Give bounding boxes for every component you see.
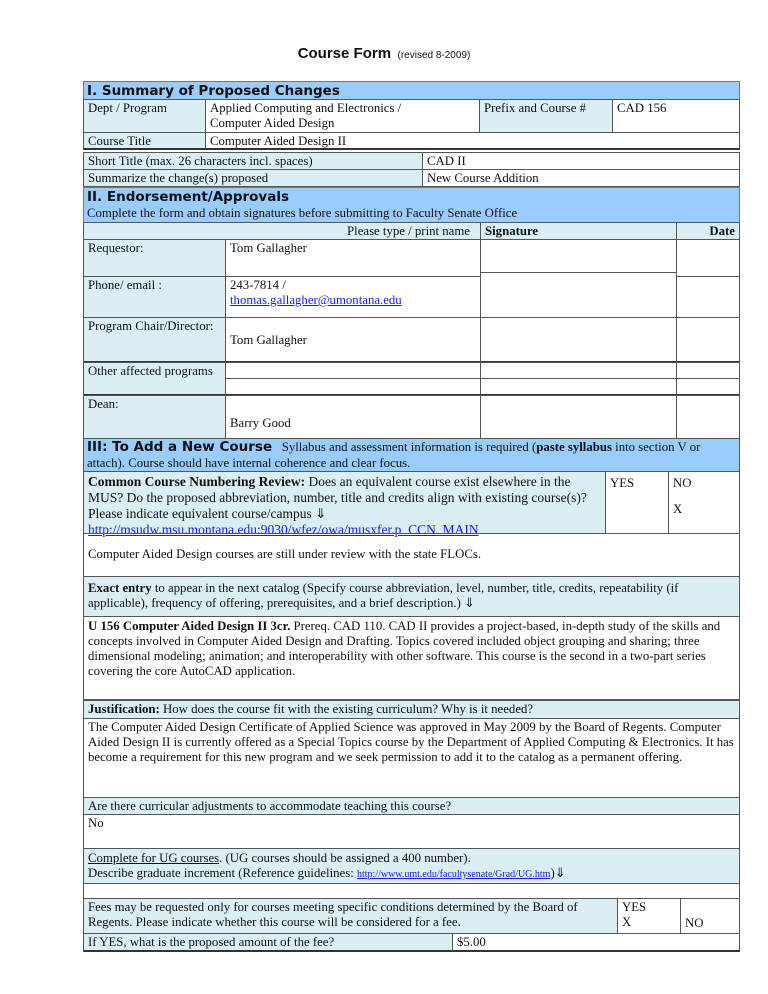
revision-note: (revised 8-2009): [397, 50, 471, 61]
fee-yes-cell[interactable]: [617, 898, 681, 934]
fee-no-cell[interactable]: [680, 898, 740, 934]
ccn-no-cell[interactable]: [668, 471, 740, 534]
ug-line2: Describe graduate increment (Reference guidelines:: [88, 866, 357, 880]
dean-label: Dean:: [83, 395, 226, 439]
phone-email-label: Phone/ email :: [83, 276, 226, 318]
dept-value-line1: Applied Computing and Electronics /: [210, 101, 402, 115]
form-title: [0, 45, 768, 63]
exact-entry-text: to appear in the next catalog (Specify course abbreviation, level, number, title, credits, repeatability (if applicable), frequency of offering, prerequisites, and a brief description.) ⇓: [88, 581, 679, 610]
ccn-bold: Common Course Numbering Review:: [88, 474, 306, 489]
program-chair-signature[interactable]: [480, 317, 677, 363]
section-2-header: [83, 187, 740, 223]
section-1-heading: I. Summary of Proposed Changes: [83, 81, 740, 100]
short-title-label: Short Title (max. 26 characters incl. spaces): [83, 152, 423, 170]
fee-question: Fees may be requested only for courses meeting specific conditions determined by the Board of Regents. Please indicate whether this course will be considered for a fee.: [83, 898, 618, 934]
fee-amount-label: If YES, what is the proposed amount of the fee?: [83, 933, 453, 952]
page-title: Course Form: [297, 45, 392, 62]
ug-prompt: [83, 848, 740, 884]
course-title-label: Course Title: [83, 132, 206, 150]
catalog-entry[interactable]: [83, 616, 740, 700]
summarize-label: Summarize the change(s) proposed: [83, 169, 423, 187]
adjust-question: Are there curricular adjustments to accommodate teaching this course?: [83, 797, 740, 815]
ccn-link[interactable]: http://msudw.msu.montana.edu:9030/wfez/owa/musxfer.p_CCN_MAIN: [88, 522, 479, 537]
ug-answer[interactable]: [83, 883, 740, 899]
section-3-note-bold: paste syllabus: [536, 440, 612, 454]
ug-line2-end: )⇓: [550, 866, 566, 880]
justification-bold: Justification:: [88, 702, 160, 716]
section-3-note-pre: Syllabus and assessment information is required (: [281, 440, 537, 454]
ug-text: . (UG courses should be assigned a 400 number).: [219, 851, 471, 865]
section-2-instruction: Complete the form and obtain signatures before submitting to Faculty Senate Office: [87, 206, 518, 220]
justification-text: How does the course fit with the existing curriculum? Why is it needed?: [159, 702, 534, 716]
fee-no-label: NO: [685, 916, 704, 930]
fee-amount-value[interactable]: $5.00: [452, 933, 740, 952]
program-chair-date[interactable]: [676, 317, 740, 363]
section-2-heading: II. Endorsement/Approvals: [87, 189, 289, 205]
adjust-answer[interactable]: No: [83, 814, 740, 849]
course-title-value[interactable]: Computer Aided Design II: [205, 132, 740, 150]
catalog-bold: U 156 Computer Aided Design II 3cr.: [88, 619, 291, 633]
phone-signature[interactable]: [480, 272, 677, 318]
other-programs-date-1[interactable]: [676, 362, 740, 379]
short-title-value[interactable]: CAD II: [422, 152, 740, 170]
program-chair-label: Program Chair/Director:: [83, 317, 226, 363]
program-chair-name[interactable]: Tom Gallagher: [225, 317, 481, 363]
other-programs-label: Other affected programs: [83, 362, 226, 396]
dean-signature[interactable]: [480, 395, 677, 439]
col-signature-header: Signature: [480, 222, 677, 240]
other-programs-name-2[interactable]: [225, 378, 481, 396]
fee-yes-mark: X: [622, 915, 632, 929]
email-link[interactable]: thomas.gallagher@umontana.edu: [230, 293, 402, 307]
requestor-label: Requestor:: [83, 239, 226, 277]
fee-yes-label: YES: [622, 900, 647, 914]
dept-value-line2: Computer Aided Design: [210, 116, 335, 130]
justification-prompt: [83, 700, 740, 719]
dean-name[interactable]: Barry Good: [225, 395, 481, 439]
section-3-note-post: into section V or attach). Course should have internal coherence and clear focus.: [87, 440, 701, 470]
ccn-no-label: NO: [673, 476, 692, 490]
ccn-yes-label: YES: [610, 476, 635, 490]
section-3-header: [83, 438, 740, 472]
prefix-value[interactable]: CAD 156: [612, 99, 740, 133]
col-date-header: Date: [676, 222, 740, 240]
ccn-text: Does an equivalent course exist elsewhere in the MUS? Do the proposed abbreviation, number, title and credits align with existing course(s)? Please indicate equivalent course/campus ⇓: [88, 474, 587, 521]
col-name-header: Please type / print name: [83, 222, 481, 240]
requestor-name[interactable]: Tom Gallagher: [225, 239, 481, 277]
ccn-answer[interactable]: Computer Aided Design courses are still under review with the state FLOCs.: [83, 533, 740, 577]
justification-answer[interactable]: The Computer Aided Design Certificate of Applied Science was approved in May 2009 by the Board of Regents. Computer Aided Design II is currently offered as a Special Topics course by the Department of Applied Computing & Electronics. It has become a requirement for this new program and we seek permission to add it to the catalog as a permanent offering.: [83, 718, 740, 798]
prefix-label: Prefix and Course #: [479, 99, 613, 133]
other-programs-name-1[interactable]: [225, 362, 481, 379]
phone-date[interactable]: [676, 276, 740, 318]
phone-email-value[interactable]: [225, 276, 481, 318]
other-programs-signature-2[interactable]: [480, 378, 677, 396]
dept-value[interactable]: [205, 99, 480, 133]
ccn-no-mark: X: [673, 502, 683, 516]
dept-label: Dept / Program: [83, 99, 206, 133]
catalog-text: Prereq. CAD 110. CAD II provides a project-based, in-depth study of the skills and concepts involved in Computer Aided Design and Drafting. Topics covered included object grouping and sharing; three dimensional modeling; animation; and interoperability with other software. This course is the second in a two-part series covering the core AutoCAD application.: [88, 619, 721, 678]
exact-entry-bold: Exact entry: [88, 581, 152, 595]
ug-link[interactable]: http://www.umt.edu/facultysenate/Grad/UG.htm: [356, 869, 551, 880]
requestor-signature[interactable]: [480, 239, 677, 273]
other-programs-date-2[interactable]: [676, 378, 740, 396]
dean-date[interactable]: [676, 395, 740, 439]
ug-underlined: Complete for UG courses: [88, 851, 220, 865]
ccn-question: [83, 471, 606, 537]
section-3-heading: III: To Add a New Course: [87, 439, 273, 455]
ccn-yes-cell[interactable]: [605, 471, 669, 534]
phone-value: 243-7814 /: [230, 278, 286, 292]
summarize-value[interactable]: New Course Addition: [422, 169, 740, 187]
exact-entry-prompt: [83, 576, 740, 617]
requestor-date[interactable]: [676, 239, 740, 277]
other-programs-signature-1[interactable]: [480, 362, 677, 379]
